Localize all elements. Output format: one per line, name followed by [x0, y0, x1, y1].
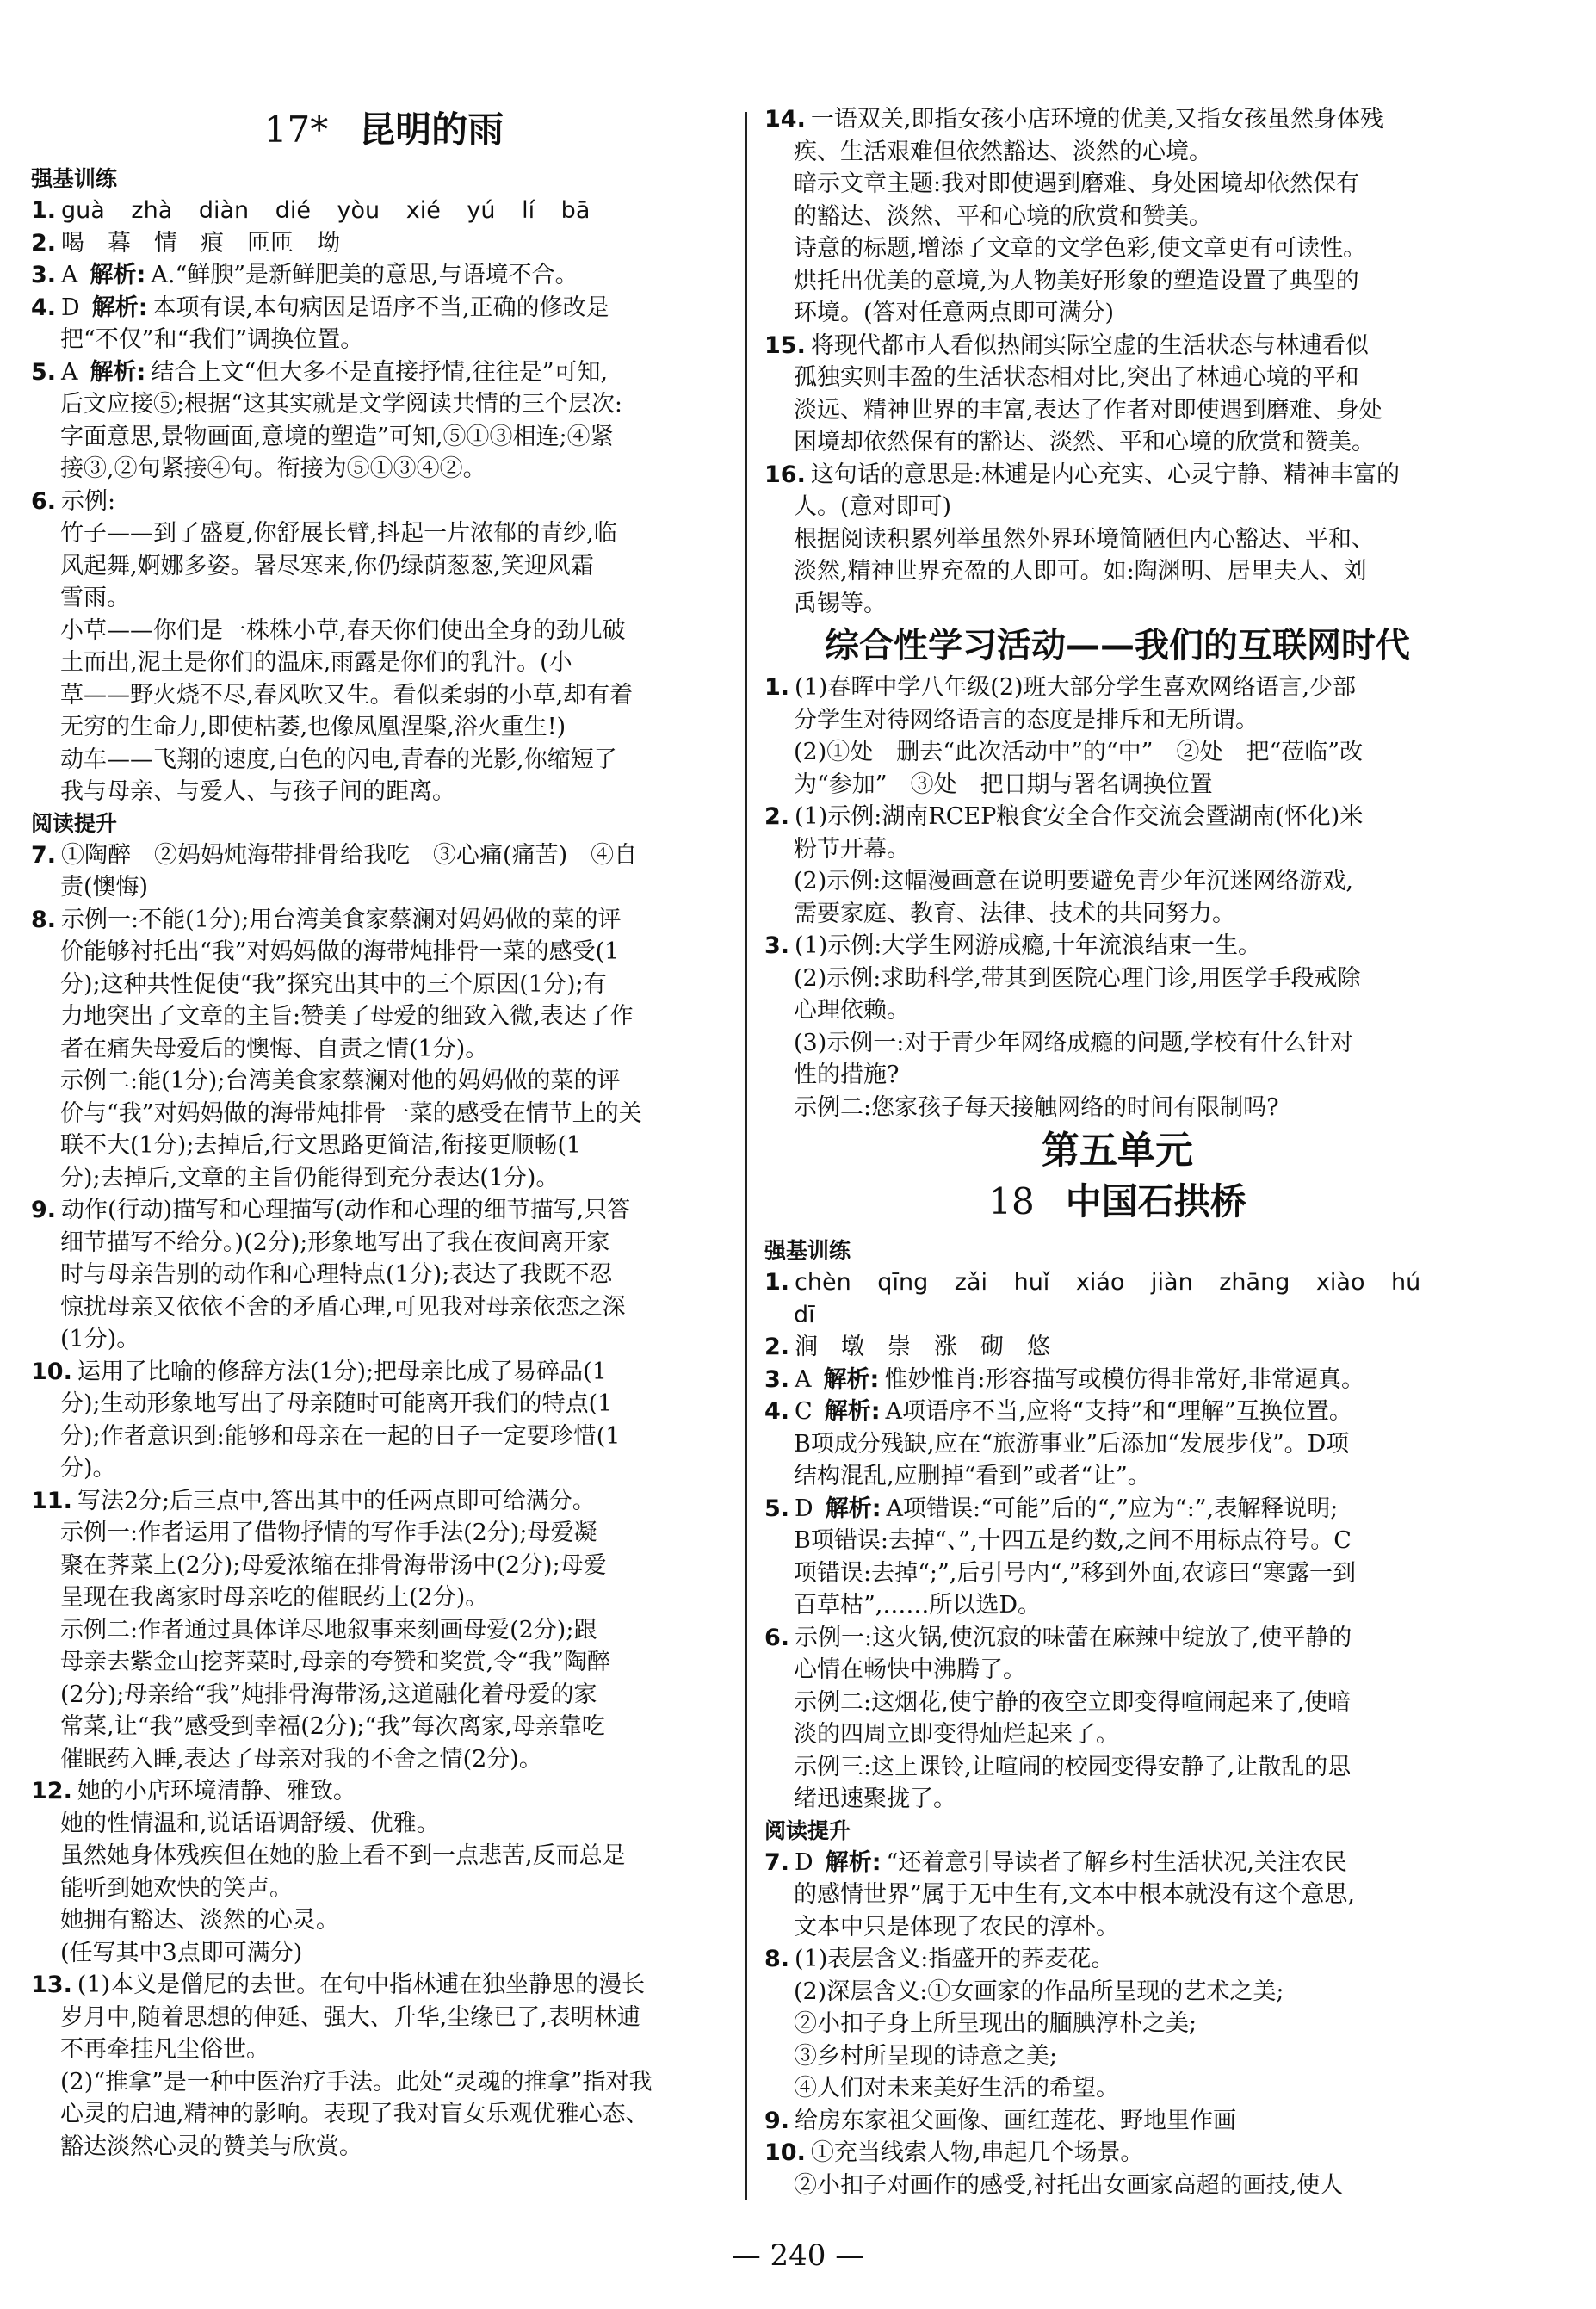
answer-13-line: 不再牵挂凡尘俗世。 [60, 2036, 269, 2063]
answer-16-line: 禹锡等。 [794, 590, 887, 617]
answer-11: 11. 写法2分;后三点中,答出其中的任两点即可给满分。 [31, 1487, 596, 1514]
lesson-name: 中国石拱桥 [1065, 1180, 1246, 1223]
section-heading-basic: 强基训练 [31, 166, 118, 191]
answer-14: 14. 一语双关,即指女孩小店环境的优美,又指女孩虽然身体残 [764, 106, 1384, 133]
answer-7-line: 责(懊悔) [60, 874, 149, 901]
answer-8: 8. 示例一:不能(1分);用台湾美食家蔡澜对妈妈做的菜的评 [31, 906, 622, 933]
answer-11-line: 示例二:作者通过具体详尽地叙事来刻画母爱(2分);跟 [60, 1616, 597, 1644]
activity-answer-2: 2. (1)示例:湖南RCEP粮食安全合作交流会暨湖南(怀化)米 [764, 803, 1364, 830]
column-divider [745, 112, 747, 2200]
answer-11-line: 母亲去紫金山挖荠菜时,母亲的夸赞和奖赏,令“我”陶醉 [60, 1649, 610, 1675]
answer-11-line: 催眠药入睡,表达了母亲对我的不舍之情(2分)。 [60, 1745, 542, 1773]
answer-8-line: ③乡村所呈现的诗意之美; [794, 2042, 1058, 2070]
answer-8-line: ②小扣子身上所呈现出的腼腆淳朴之美; [794, 2010, 1197, 2037]
activity-answer-2-line: 粉节开幕。 [794, 835, 910, 863]
answer-5: 5. D 解析: A项错误:“可能”后的“,”应为“:”,表解释说明; [764, 1495, 1339, 1522]
answer-6: 6. 示例: [31, 487, 116, 515]
answer-8: 8. (1)表层含义:指盛开的荞麦花。 [764, 1946, 1115, 1972]
activity-answer-1-line: 分学生对待网络语言的态度是排斥和无所谓。 [794, 706, 1259, 734]
section-heading-reading: 阅读提升 [764, 1817, 851, 1843]
section-heading-basic: 强基训练 [764, 1238, 851, 1263]
answer-9-line: 惊扰母亲又依依不舍的矛盾心理,可见我对母亲依恋之深 [60, 1293, 626, 1321]
answer-11-line: (2分);母亲给“我”炖排骨海带汤,这道融化着母爱的家 [60, 1681, 597, 1708]
answer-8-line: 价与“我”对妈妈做的海带炖排骨一菜的感受在情节上的关 [60, 1099, 642, 1127]
answer-15-line: 孤独实则丰盈的生活状态相对比,突出了林逋心境的平和 [794, 364, 1359, 391]
lesson-number: 18 [988, 1180, 1035, 1223]
answer-9-line: 时与母亲告别的动作和心理特点(1分);表达了我既不忍 [60, 1261, 613, 1288]
answer-5-line: 字面意思,景物画面,意境的塑造”可知,⑤①③相连;④紧 [60, 423, 614, 450]
lesson-title-18 [764, 1175, 1470, 1229]
answer-9-line: 细节描写不给分。)(2分);形象地写出了我在夜间离开家 [60, 1229, 610, 1256]
answer-8-line: 者在痛失母爱后的懊悔、自责之情(1分)。 [60, 1035, 489, 1062]
answer-6-line: 示例二:这烟花,使宁静的夜空立即变得喧闹起来了,使暗 [794, 1688, 1352, 1716]
answer-11-line: 呈现在我离家时母亲吃的催眠药上(2分)。 [60, 1584, 489, 1611]
answer-16-line: 淡然,精神世界充盈的人即可。如:陶渊明、居里夫人、刘 [794, 558, 1367, 585]
answer-6-line: 绪迅速聚拢了。 [794, 1786, 956, 1812]
answer-6-line: 小草——你们是一株株小草,春天你们使出全身的劲儿破 [60, 616, 626, 644]
answer-10-line: 分)。 [60, 1455, 116, 1482]
answer-3: 3. A 解析: A.“鲜腴”是新鲜肥美的意思,与语境不合。 [31, 262, 578, 288]
answer-8-line: 联不大(1分);去掉后,行文思路更简洁,衔接更顺畅(1 [60, 1132, 582, 1159]
answer-1: 1. chèn qīng zǎi huǐ xiáo jiàn zhāng xiào hú [764, 1269, 1421, 1296]
activity-answer-3-line: (3)示例一:对于青少年网络成瘾的问题,学校有什么针对 [794, 1029, 1353, 1056]
answer-13-line: 豁达淡然心灵的赞美与欣赏。 [60, 2133, 362, 2160]
answer-8-line: 分);去掉后,文章的主旨仍能得到充分表达(1分)。 [60, 1164, 560, 1192]
answer-16-line: 根据阅读积累列举虽然外界环境简陋但内心豁达、平和、 [794, 525, 1375, 553]
answer-16-line: 人。(意对即可) [794, 493, 952, 520]
answer-9: 9. 给房东家祖父画像、画红莲花、野地里作画 [764, 2107, 1237, 2134]
answer-12-line: (任写其中3点即可满分) [60, 1939, 303, 1966]
answer-9-line: (1分)。 [60, 1326, 140, 1353]
answer-11-line: 常菜,让“我”感受到幸福(2分);“我”每次离家,母亲靠吃 [60, 1713, 605, 1740]
answer-11-line: 示例一:作者运用了借物抒情的写作手法(2分);母爱凝 [60, 1520, 597, 1546]
answer-3: 3. A 解析: 惟妙惟肖:形容描写或模仿得非常好,非常逼真。 [764, 1365, 1365, 1393]
lesson-number: 17* [263, 108, 329, 151]
activity-answer-1-line: (2)①处 删去“此次活动中”的“中” ②处 把“莅临”改 [794, 739, 1364, 765]
answer-6-line: 我与母亲、与爱人、与孩子间的距离。 [60, 778, 455, 805]
answer-5-line: B项错误:去掉“、”,十四五是约数,之间不用标点符号。C [794, 1527, 1352, 1554]
activity-answer-2-line: 需要家庭、教育、法律、技术的共同努力。 [794, 900, 1235, 927]
answer-13-line: (2)“推拿”是一种中医治疗手法。此处“灵魂的推拿”指对我 [60, 2068, 653, 2095]
answer-5-line: 项错误:去掉“;”,后引号内“,”移到外面,农谚曰“寒露一到 [794, 1559, 1356, 1587]
answer-12: 12. 她的小店环境清静、雅致。 [31, 1778, 356, 1804]
answer-6-line: 雪雨。 [60, 585, 130, 611]
activity-answer-3-line: 心理依赖。 [794, 997, 910, 1024]
answer-8-line: (2)深层含义:①女画家的作品所呈现的艺术之美; [794, 1978, 1284, 2005]
answer-7: 7. D 解析: “还着意引导读者了解乡村生活状况,关注农民 [764, 1848, 1347, 1876]
lesson-title-17 [31, 103, 737, 157]
answer-8-line: 示例二:能(1分);台湾美食家蔡澜对他的妈妈做的菜的评 [60, 1068, 621, 1094]
answer-5-line: 接③,②句紧接④句。衔接为⑤①③④②。 [60, 455, 486, 482]
answer-5-line: 百草枯”,……所以选D。 [794, 1592, 1042, 1619]
answer-6-line: 风起舞,婀娜多姿。暑尽寒来,你仍绿荫葱葱,笑迎风霜 [60, 552, 594, 579]
answer-6-line: 心情在畅快中沸腾了。 [794, 1656, 1026, 1683]
answer-6-line: 草——野火烧不尽,春风吹又生。看似柔弱的小草,却有着 [60, 681, 634, 709]
answer-14-line: 的豁达、淡然、平和心境的欣赏和赞美。 [794, 202, 1212, 230]
activity-answer-3: 3. (1)示例:大学生网游成瘾,十年流浪结束一生。 [764, 932, 1261, 959]
activity-answer-3-line: (2)示例:求助科学,带其到医院心理门诊,用医学手段戒除 [794, 964, 1361, 992]
answer-4-line: B项成分残缺,应在“旅游事业”后添加“发展步伐”。D项 [794, 1430, 1350, 1458]
answer-16: 16. 这句话的意思是:林逋是内心充实、心灵宁静、精神丰富的 [764, 461, 1400, 488]
lesson-name: 昆明的雨 [359, 108, 504, 151]
answer-1: 1. guà zhà diàn dié yòu xié yú lí bā [31, 197, 591, 224]
activity-title: 综合性学习活动——我们的互联网时代 [825, 626, 1410, 665]
answer-8-line: ④人们对未来美好生活的希望。 [794, 2075, 1119, 2102]
answer-6: 6. 示例一:这火锅,使沉寂的味蕾在麻辣中绽放了,使平静的 [764, 1624, 1352, 1651]
unit-title: 第五单元 [1042, 1129, 1193, 1173]
answer-12-line: 能听到她欢快的笑声。 [60, 1874, 293, 1902]
answer-15-line: 困境却依然保有的豁达、淡然、平和心境的欣赏和赞美。 [794, 429, 1375, 455]
answer-8-line: 价能够衬托出“我”对妈妈做的海带炖排骨一菜的感受(1 [60, 938, 620, 965]
answer-6-line: 竹子——到了盛夏,你舒展长臂,抖起一片浓郁的青纱,临 [60, 520, 617, 547]
left-column [31, 103, 737, 2163]
answer-12-line: 她的性情温和,说话语调舒缓、优雅。 [60, 1810, 440, 1837]
answer-12-line: 虽然她身体残疾但在她的脸上看不到一点悲苦,反而总是 [60, 1842, 626, 1869]
answer-6-line: 动车——飞翔的速度,白色的闪电,青春的光影,你缩短了 [60, 746, 617, 773]
answer-4-line: 把“不仅”和“我们”调换位置。 [60, 326, 364, 353]
answer-10-line: ②小扣子对画作的感受,衬托出女画家高超的画技,使人 [794, 2171, 1344, 2199]
answer-11-line: 聚在荠菜上(2分);母爱浓缩在排骨海带汤中(2分);母爱 [60, 1551, 607, 1579]
answer-8-line: 力地突出了文章的主旨:赞美了母爱的细致入微,表达了作 [60, 1003, 634, 1030]
page-number: — 240 — [731, 2238, 865, 2273]
answer-15-line: 淡远、精神世界的丰富,表达了作者对即使遇到磨难、身处 [794, 396, 1383, 424]
section-heading-reading: 阅读提升 [31, 810, 118, 836]
answer-10: 10. 运用了比喻的修辞方法(1分);把母亲比成了易碎品(1 [31, 1358, 607, 1385]
answer-6-line: 示例三:这上课铃,让喧闹的校园变得安静了,让散乱的思 [794, 1753, 1352, 1780]
answer-6-line: 淡的四周立即变得灿烂起来了。 [794, 1721, 1119, 1748]
answer-13-line: 岁月中,随着思想的伸延、强大、升华,尘缘已了,表明林逋 [60, 2003, 640, 2031]
answer-4: 4. C 解析: A项语序不当,应将“支持”和“理解”互换位置。 [764, 1398, 1352, 1425]
activity-answer-3-line: 示例二:您家孩子每天接触网络的时间有限制吗? [794, 1093, 1279, 1121]
activity-answer-1: 1. (1)春晖中学八年级(2)班大部分学生喜欢网络语言,少部 [764, 674, 1357, 701]
answer-1-line: dī [794, 1301, 815, 1328]
answer-15: 15. 将现代都市人看似热闹实际空虚的生活状态与林逋看似 [764, 331, 1369, 359]
answer-14-line: 烘托出优美的意境,为人物美好形象的塑造设置了典型的 [794, 267, 1359, 294]
answer-4: 4. D 解析: 本项有误,本句病因是语序不当,正确的修改是 [31, 294, 609, 321]
answer-6-line: 土而出,泥土是你们的温床,雨露是你们的乳汁。(小 [60, 649, 572, 676]
answer-13: 13. (1)本义是僧尼的去世。在句中指林逋在独坐静思的漫长 [31, 1972, 646, 1998]
answer-10: 10. ①充当线索人物,串起几个场景。 [764, 2139, 1144, 2166]
answer-9: 9. 动作(行动)描写和心理描写(动作和心理的细节描写,只答 [31, 1197, 631, 1223]
answer-7-line: 的感情世界”属于无中生有,文本中根本就没有这个意思, [794, 1881, 1355, 1908]
answer-14-line: 暗示文章主题:我对即使遇到磨难、身处困境却依然保有 [794, 170, 1360, 197]
answer-2: 2. 涧 墩 崇 涨 砌 悠 [764, 1334, 1051, 1360]
answer-5-line: 后文应接⑤;根据“这其实就是文学阅读共情的三个层次: [60, 391, 622, 418]
answer-4-line: 结构混乱,应删掉“看到”或者“让”。 [794, 1463, 1151, 1489]
answer-12-line: 她拥有豁达、淡然的心灵。 [60, 1907, 339, 1934]
answer-2: 2. 喝 暮 情 痕 匝匝 坳 [31, 229, 341, 257]
right-column [764, 103, 1470, 2201]
activity-answer-2-line: (2)示例:这幅漫画意在说明要避免青少年沉迷网络游戏, [794, 868, 1353, 895]
answer-14-line: 疾、生活艰难但依然豁达、淡然的心境。 [794, 138, 1212, 165]
answer-13-line: 心灵的启迪,精神的影响。表现了我对盲女乐观优雅心态、 [60, 2101, 649, 2127]
answer-10-line: 分);作者意识到:能够和母亲在一起的日子一定要珍惜(1 [60, 1422, 621, 1450]
answer-5: 5. A 解析: 结合上文“但大多不是直接抒情,往往是”可知, [31, 358, 609, 386]
answer-7-line: 文本中只是体现了农民的淳朴。 [794, 1913, 1119, 1941]
answer-7: 7. ①陶醉 ②妈妈炖海带排骨给我吃 ③心痛(痛苦) ④自 [31, 841, 638, 869]
answer-10-line: 分);生动形象地写出了母亲随时可能离开我们的特点(1 [60, 1390, 613, 1417]
activity-answer-3-line: 性的措施? [794, 1062, 900, 1088]
activity-answer-1-line: 为“参加” ③处 把日期与署名调换位置 [794, 771, 1213, 798]
answer-8-line: 分);这种共性促使“我”探究出其中的三个原因(1分);有 [60, 970, 607, 998]
answer-14-line: 环境。(答对任意两点即可满分) [794, 300, 1115, 326]
answer-6-line: 无穷的生命力,即使枯萎,也像凤凰涅槃,浴火重生!) [60, 714, 566, 740]
answer-14-line: 诗意的标题,增添了文章的文学色彩,使文章更有可读性。 [794, 235, 1367, 262]
